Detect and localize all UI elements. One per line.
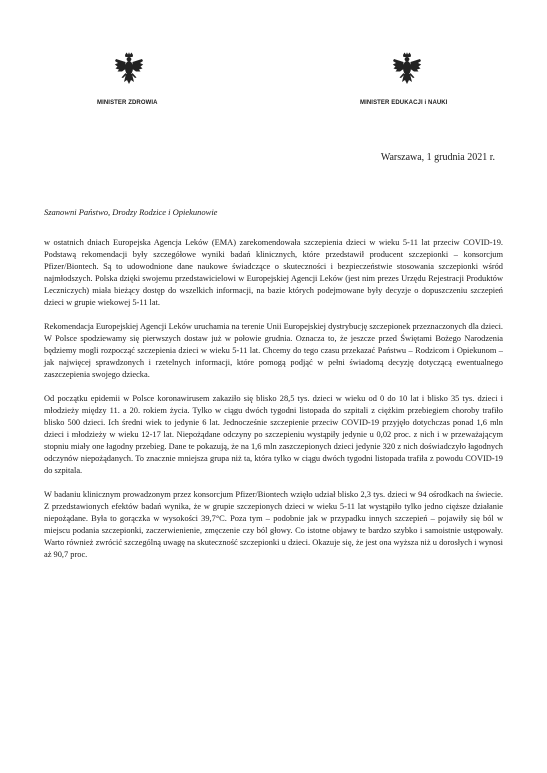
polish-eagle-icon bbox=[392, 52, 422, 86]
paragraph-vaccine-distribution: Rekomendacja Europejskiej Agencji Leków uruchamia na terenie Unii Europejskiej dystrybucję szczepionek przeznaczonych dla dzieci. W Polsce spodziewamy się pierwszych dostaw już w połowie grudnia. Oznacza to, że jeszcze przed Świętami Bożego Narodzenia będziemy mogli rozpocząć szczepienia dzieci w wieku 5-11 lat. Chcemy do tego czasu przekazać Państwu – Rodzicom i Opiekunom – jak najwięcej sprawdzonych i rzetelnych informacji, które pomogą podjąć w pełni świadomą decyzję dotyczącą ewentualnego zaszczepienia swojego dziecka. bbox=[44, 322, 503, 379]
letter-body bbox=[44, 237, 503, 573]
office-title-health-minister: MINISTER ZDROWIA bbox=[97, 100, 158, 106]
office-title-education-minister: MINISTER EDUKACJI i NAUKI bbox=[360, 100, 448, 106]
paragraph-clinical-trial: W badaniu klinicznym prowadzonym przez konsorcjum Pfizer/Biontech wzięło udział blisko 2,3 tys. dzieci w 94 ośrodkach na świecie. Z przedstawionych efektów badań wynika, że w grupie szczepionych dzieci w wieku 5-11 lat wystąpiło tylko jedno cięższe działanie niepożądane. Była to gorączka w wysokości 39,7°C. Poza tym – podobnie jak w przypadku innych szczepień – pojawiły się ból w miejscu podania szczepionki, zaczerwienienie, zmęczenie czy ból głowy. Co istotne objawy te bardzo szybko i samoistnie ustępowały. Warto również zwrócić szczególną uwagę na skuteczność szczepionki u dzieci. Okazuje się, że jest ona wyższa niż u dorosłych i wynosi aż 90,7 proc. bbox=[44, 490, 503, 559]
polish-eagle-icon bbox=[114, 52, 144, 86]
dateline: Warszawa, 1 grudnia 2021 r. bbox=[380, 152, 495, 163]
salutation: Szanowni Państwo, Drodzy Rodzice i Opiekunowie bbox=[44, 207, 218, 217]
paragraph-ema-recommendation: w ostatnich dniach Europejska Agencja Leków (EMA) zarekomendowała szczepienia dzieci w wieku 5-11 lat przeciw COVID-19. Podstawą rekomendacji były szczegółowe wyniki badań klinicznych, które przedstawił producent szczepionki – konsorcjum Pfizer/Biontech. Są to udowodnione dane naukowe świadczące o skuteczności i bezpieczeństwie stosowania szczepionki wśród najmłodszych. Polska dzięki swojemu przedstawicielowi w Europejskiej Agencji Leków (jest nim prezes Urzędu Rejestracji Produktów Leczniczych) miała bieżący dostęp do wszelkich informacji, na bazie których podejmowane były decyzje o dopuszczeniu szczepień dzieci w grupie wiekowej 5-11 lat. bbox=[44, 238, 503, 307]
paragraph-epidemic-statistics: Od początku epidemii w Polsce koronawirusem zakaziło się blisko 28,5 tys. dzieci w wieku od 0 do 10 lat i blisko 35 tys. dzieci i młodzieży między 11. a 20. rokiem życia. Tylko w ciągu dwóch tygodni listopada do szpitali z ciężkim przebiegiem choroby trafiło blisko 500 dzieci. Ich średni wiek to jedynie 6 lat. Jednocześnie szczepienie przeciw COVID-19 przyjęło dotychczas ponad 1,6 mln dzieci i młodzieży w wieku 12-17 lat. Niepożądane odczyny po szczepieniu wystąpiły jedynie u 0,02 proc. z nich i w przeważającym stopniu miały one łagodny przebieg. Dane te pokazują, że na 1,6 mln zaszczepionych dzieci jedynie 320 z nich doświadczyło łagodnych odczynów niepożądanych. To znacznie mniejsza grupa niż ta, która tylko w ciągu dwóch tygodni listopada trafiła z powodu COVID-19 do szpitala. bbox=[44, 394, 503, 475]
